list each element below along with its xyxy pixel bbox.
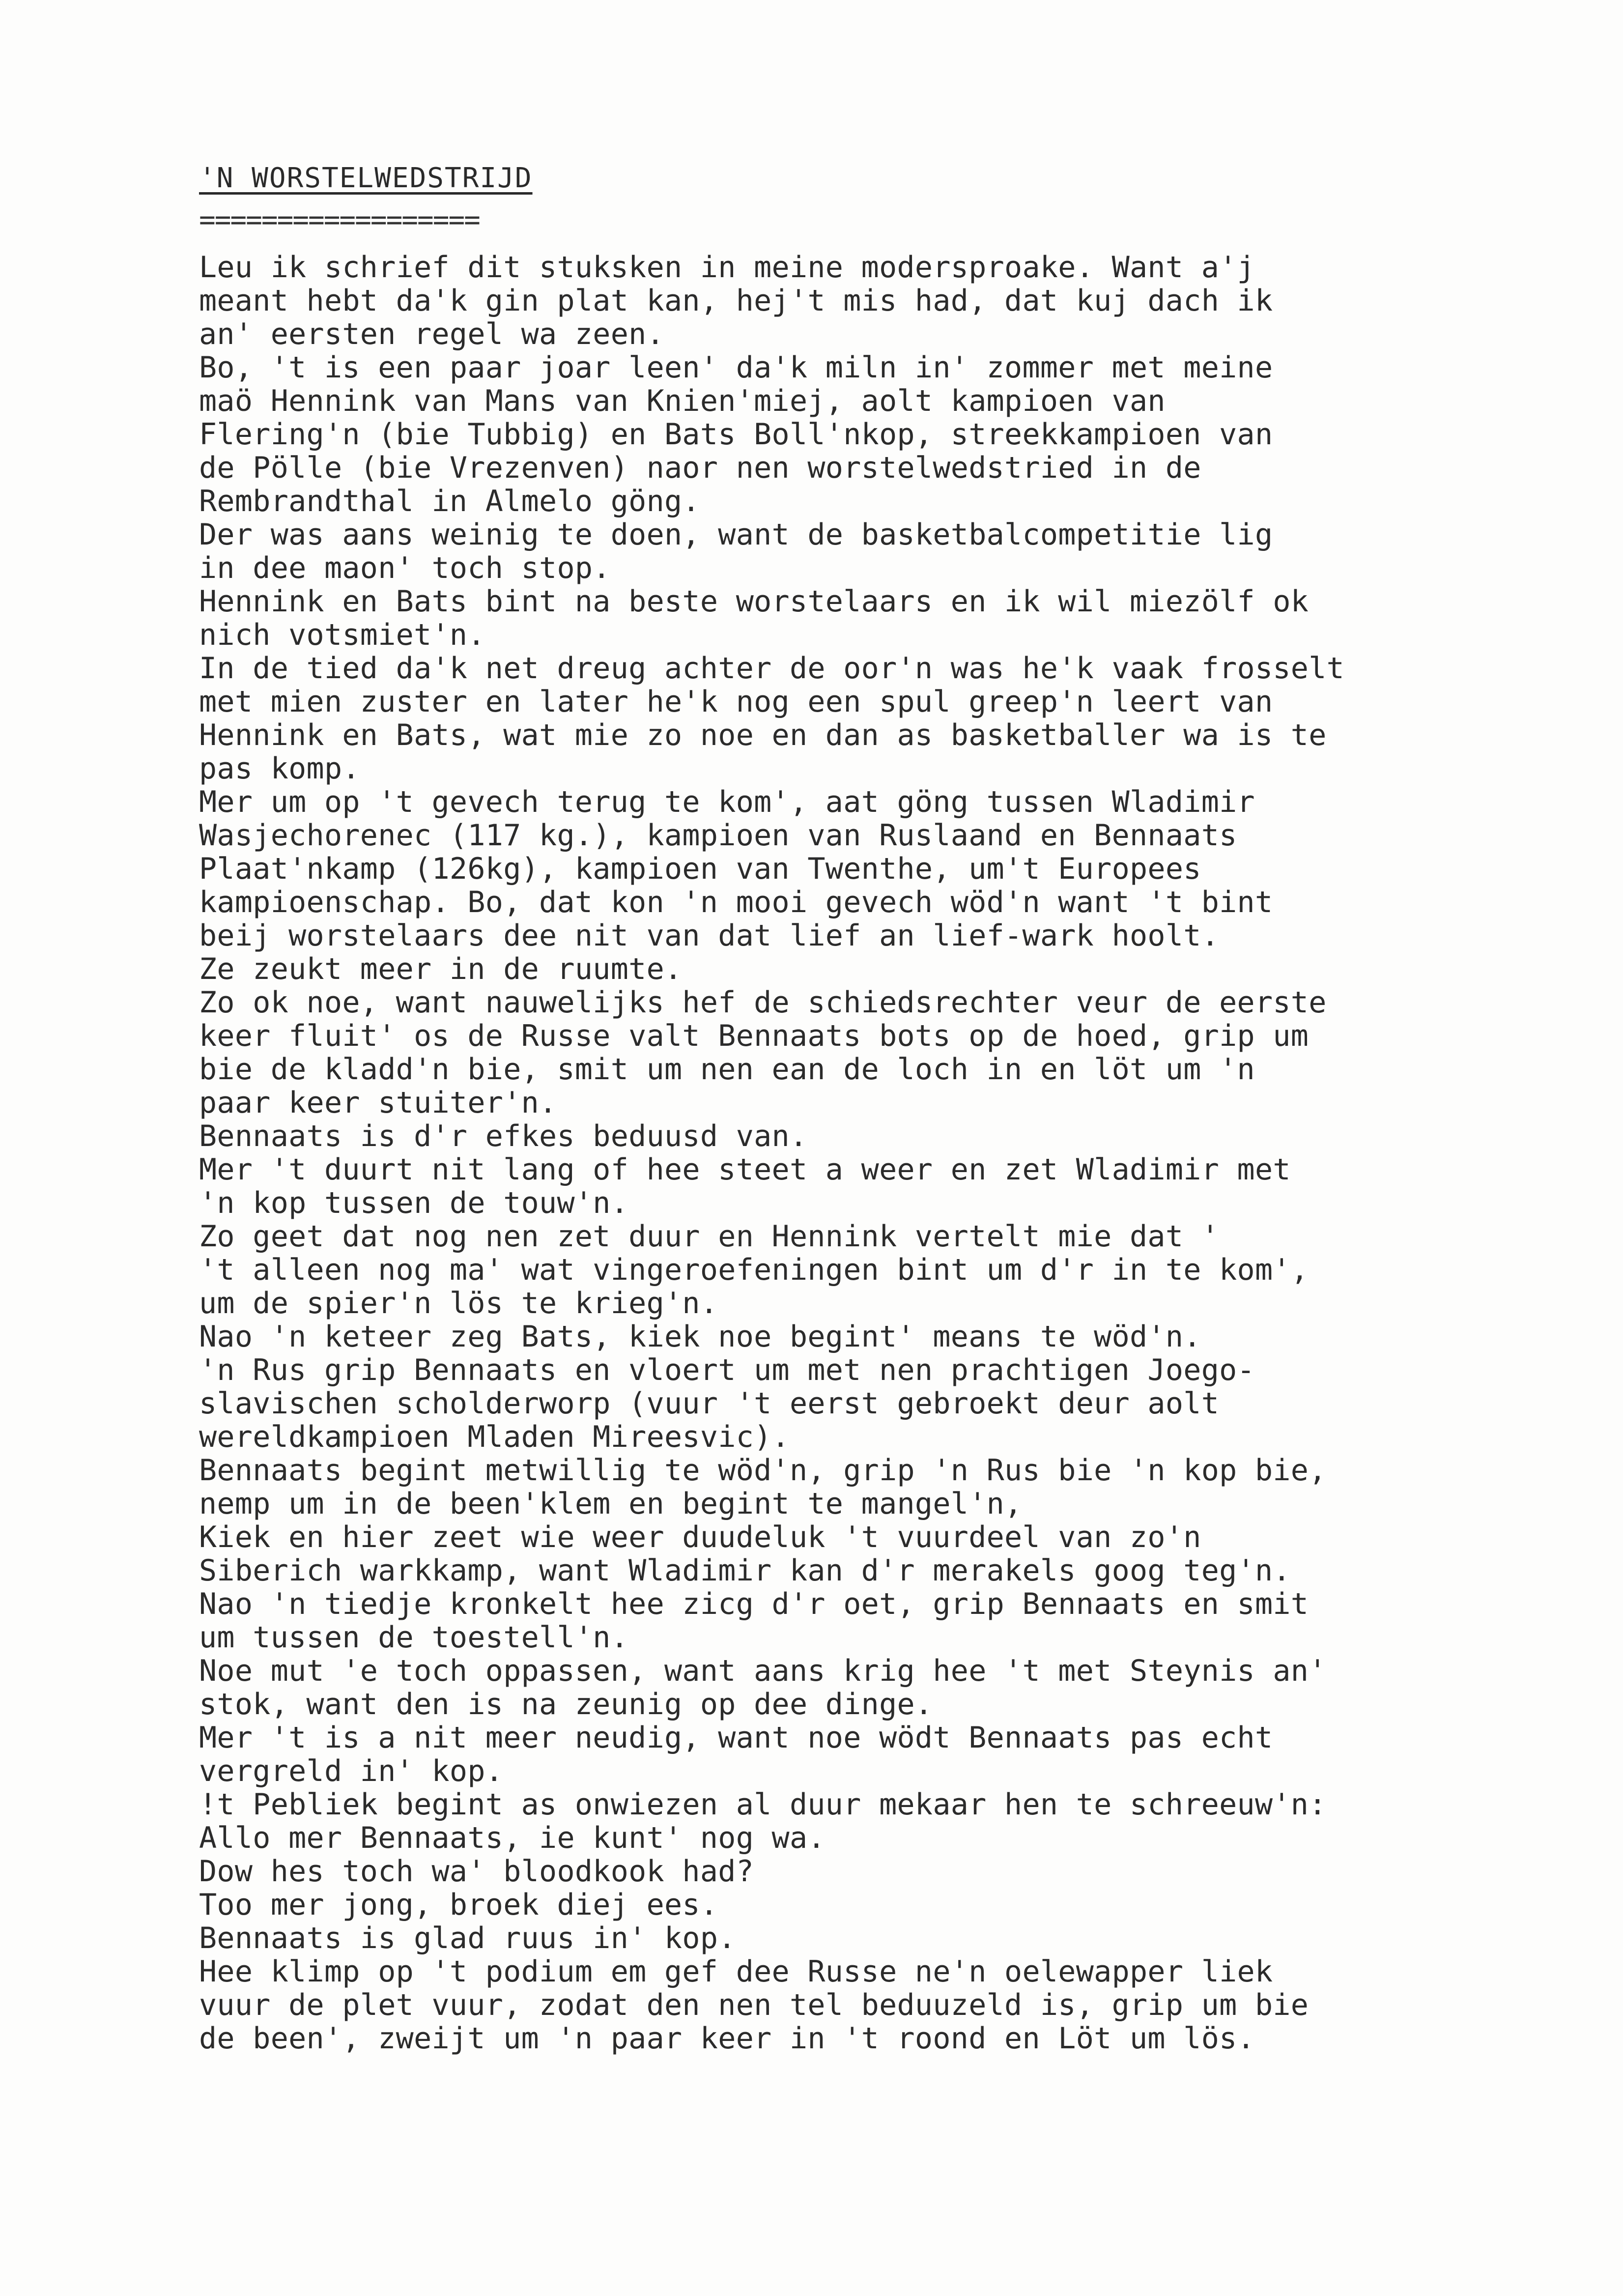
text-line: Plaat'nkamp (126kg), kampioen van Twenthe, um't Europees (199, 852, 1201, 886)
text-line: Ze zeukt meer in de ruumte. (199, 952, 683, 986)
text-line: Noe mut 'e toch oppassen, want aans krig hee 't met Steynis an' (199, 1654, 1327, 1688)
text-line: kampioenschap. Bo, dat kon 'n mooi gevech wöd'n want 't bint (199, 885, 1273, 919)
text-line: Mer 't is a nit meer neudig, want noe wödt Bennaats pas echt (199, 1721, 1273, 1755)
title-double-underline: ================== (199, 204, 480, 236)
text-line: Bennaats is d'r efkes beduusd van. (199, 1119, 808, 1153)
text-line: Bo, 't is een paar joar leen' da'k miln in' zommer met meine (199, 350, 1273, 385)
text-line: stok, want den is na zeunig op dee dinge. (199, 1687, 933, 1722)
text-line: um tussen de toestell'n. (199, 1620, 629, 1655)
text-line: wereldkampioen Mladen Mireesvic). (199, 1420, 790, 1454)
text-line: Bennaats is glad ruus in' kop. (199, 1921, 736, 1955)
text-line: Wasjechorenec (117 kg.), kampioen van Ruslaand en Bennaats (199, 818, 1237, 853)
text-line: Mer um op 't gevech terug te kom', aat göng tussen Wladimir (199, 785, 1255, 819)
text-line: Zo ok noe, want nauwelijks hef de schiedsrechter veur de eerste (199, 985, 1327, 1020)
text-line: Hee klimp op 't podium em gef dee Russe ne'n oelewapper liek (199, 1954, 1273, 1989)
text-line: paar keer stuiter'n. (199, 1086, 557, 1120)
text-line: slavischen scholderworp (vuur 't eerst gebroekt deur aolt (199, 1386, 1220, 1421)
document-body (199, 251, 1526, 2055)
text-line: maö Hennink van Mans van Knien'miej, aolt kampioen van (199, 384, 1166, 418)
text-line: Hennink en Bats bint na beste worstelaars en ik wil miezölf ok (199, 584, 1309, 619)
text-line: Hennink en Bats, wat mie zo noe en dan as basketballer wa is te (199, 718, 1327, 752)
text-line: Leu ik schrief dit stuksken in meine modersproake. Want a'j (199, 250, 1255, 285)
text-line: Flering'n (bie Tubbig) en Bats Boll'nkop, streekkampioen van (199, 417, 1273, 452)
text-line: pas komp. (199, 751, 360, 786)
text-line: Nao 'n keteer zeg Bats, kiek noe begint' means te wöd'n. (199, 1320, 1201, 1354)
text-line: beij worstelaars dee nit van dat lief an lief-wark hoolt. (199, 918, 1220, 953)
text-line: an' eersten regel wa zeen. (199, 317, 664, 351)
text-line: met mien zuster en later he'k nog een spul greep'n leert van (199, 685, 1273, 719)
text-line: nich votsmiet'n. (199, 618, 485, 652)
text-line: Dow hes toch wa' bloodkook had? (199, 1854, 754, 1889)
document-title: 'N WORSTELWEDSTRIJD (199, 162, 533, 194)
text-line: in dee maon' toch stop. (199, 551, 611, 585)
text-line: nemp um in de been'klem en begint te mangel'n, (199, 1487, 1023, 1521)
text-line: Allo mer Bennaats, ie kunt' nog wa. (199, 1821, 826, 1855)
text-line: Siberich warkkamp, want Wladimir kan d'r merakels goog teg'n. (199, 1553, 1291, 1588)
text-line: um de spier'n lös te krieg'n. (199, 1286, 718, 1320)
text-line: Nao 'n tiedje kronkelt hee zicg d'r oet, grip Bennaats en smit (199, 1587, 1309, 1621)
text-line: In de tied da'k net dreug achter de oor'n was he'k vaak frosselt (199, 651, 1345, 686)
text-line: bie de kladd'n bie, smit um nen ean de loch in en löt um 'n (199, 1052, 1255, 1087)
text-line: 'n Rus grip Bennaats en vloert um met nen prachtigen Joego- (199, 1353, 1255, 1387)
text-line: vuur de plet vuur, zodat den nen tel beduuzeld is, grip um bie (199, 1988, 1309, 2022)
text-line: Der was aans weinig te doen, want de basketbalcompetitie lig (199, 517, 1273, 552)
text-line: de Pölle (bie Vrezenven) naor nen worstelwedstried in de (199, 451, 1201, 485)
text-line: Kiek en hier zeet wie weer duudeluk 't vuurdeel van zo'n (199, 1520, 1201, 1554)
text-line: 't alleen nog ma' wat vingeroefeningen bint um d'r in te kom', (199, 1253, 1309, 1287)
text-line: 'n kop tussen de touw'n. (199, 1186, 629, 1220)
text-line: Too mer jong, broek diej ees. (199, 1888, 718, 1922)
text-line: vergreld in' kop. (199, 1754, 504, 1788)
text-line: meant hebt da'k gin plat kan, hej't mis had, dat kuj dach ik (199, 284, 1273, 318)
text-line: keer fluit' os de Russe valt Bennaats bots op de hoed, grip um (199, 1019, 1309, 1053)
text-line: Rembrandthal in Almelo göng. (199, 484, 700, 518)
text-line: Zo geet dat nog nen zet duur en Hennink vertelt mie dat ' (199, 1219, 1220, 1254)
text-line: Mer 't duurt nit lang of hee steet a weer en zet Wladimir met (199, 1152, 1291, 1187)
text-line: !t Pebliek begint as onwiezen al duur mekaar hen te schreeuw'n: (199, 1787, 1327, 1822)
text-line: de been', zweijt um 'n paar keer in 't roond en Löt um lös. (199, 2021, 1255, 2056)
text-line: Bennaats begint metwillig te wöd'n, grip 'n Rus bie 'n kop bie, (199, 1453, 1327, 1488)
